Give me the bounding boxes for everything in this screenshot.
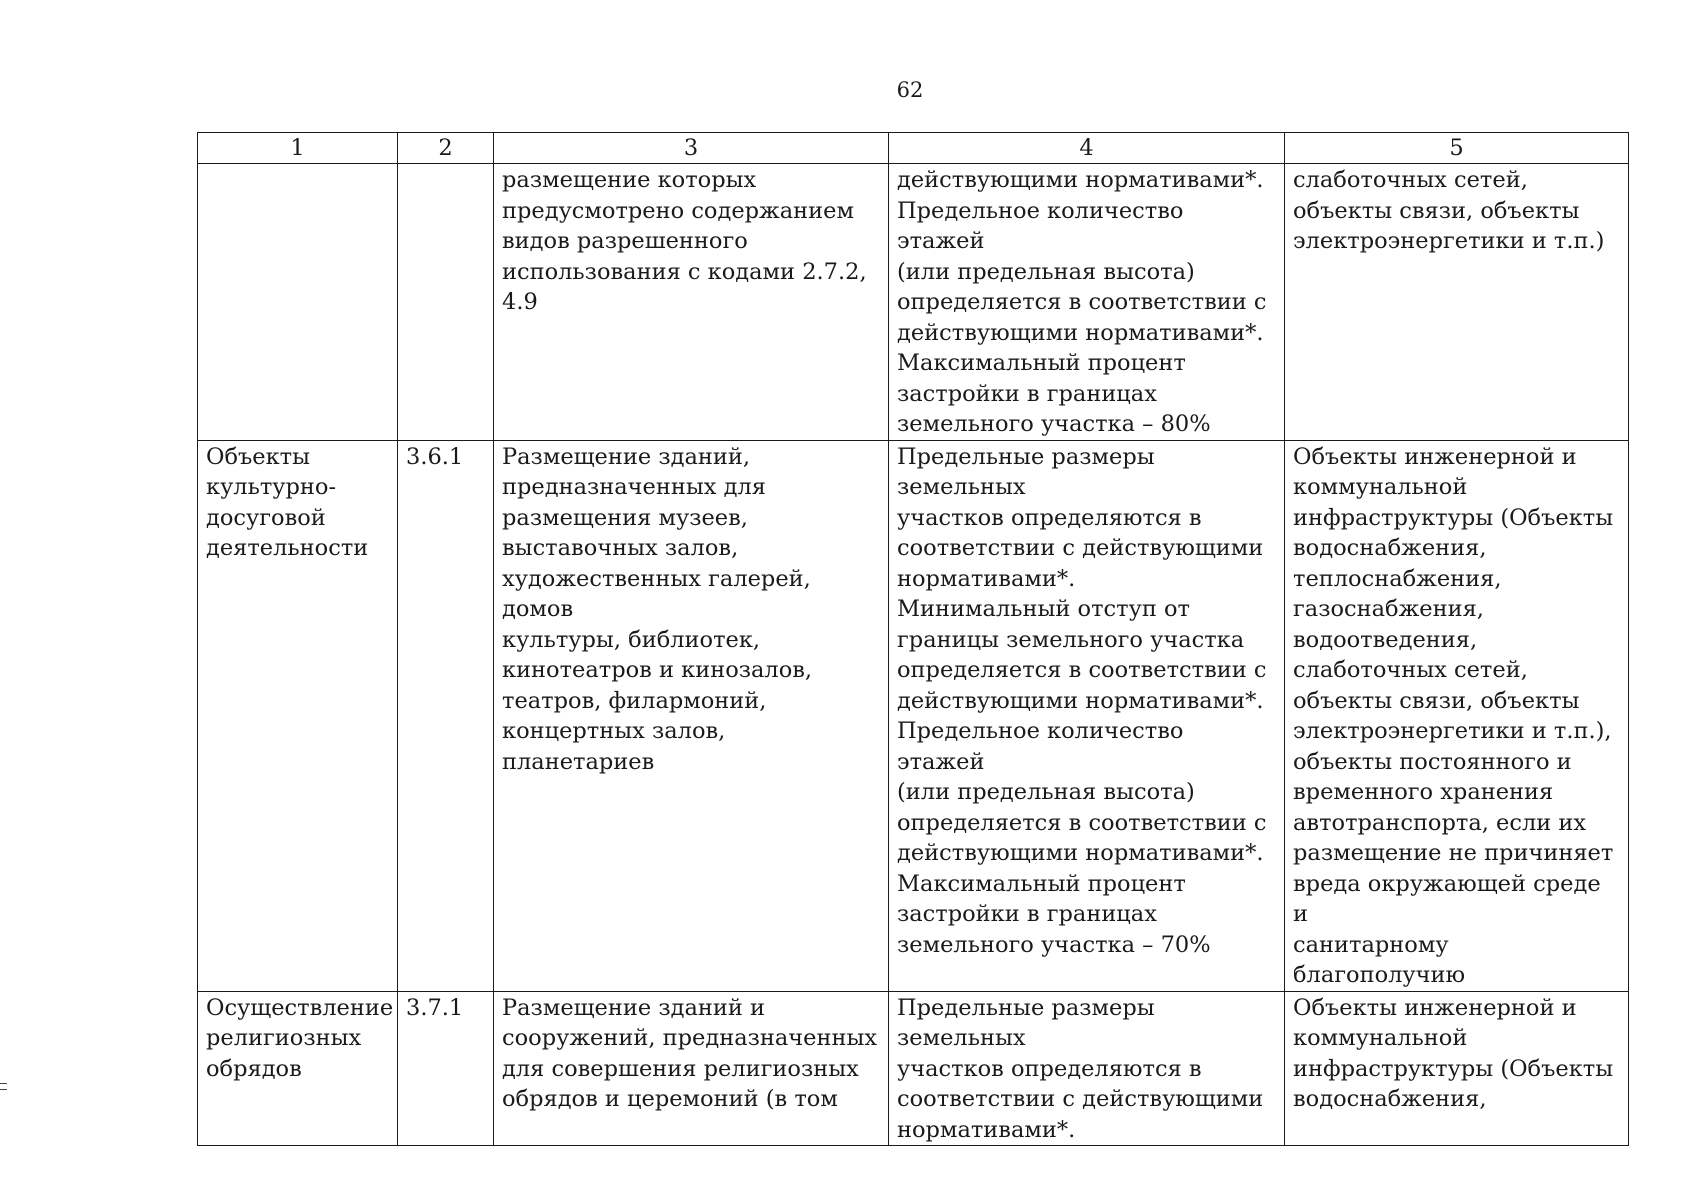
cell-parameters: Предельные размеры земельных участков определяются в соответствии с действующими нормативами*. Минимальный отступ от границы земельного участка определяется в соответствии с действующими нормативами*. Предельное количество этажей (или предельная высота) определяется в соответствии с действующими нормативами*. Максимальный процент застройки в границах земельного участка – 70%: [889, 440, 1285, 991]
column-header-4: 4: [889, 133, 1285, 164]
table-row: [198, 164, 1629, 441]
cell-use-description: размещение которых предусмотрено содержанием видов разрешенного использования с кодами 2.7.2, 4.9: [494, 164, 889, 441]
cell-parameters: Предельные размеры земельных участков определяются в соответствии с действующими нормативами*.: [889, 991, 1285, 1146]
cell-auxiliary-objects: слаботочных сетей, объекты связи, объекты электроэнергетики и т.п.): [1285, 164, 1629, 441]
cell-use-description: Размещение зданий и сооружений, предназначенных для совершения религиозных обрядов и церемоний (в том: [494, 991, 889, 1146]
column-header-5: 5: [1285, 133, 1629, 164]
cell-use-name: Объекты культурно- досуговой деятельности: [198, 440, 398, 991]
cell-use-code: 3.7.1: [398, 991, 494, 1146]
column-header-1: 1: [198, 133, 398, 164]
cell-auxiliary-objects: Объекты инженерной и коммунальной инфраструктуры (Объекты водоснабжения, теплоснабжения, газоснабжения, водоотведения, слаботочных сетей, объекты связи, объекты электроэнергетики и т.п.), объекты постоянного и временного хранения автотранспорта, если их размещение не причиняет вреда окружающей среде и санитарному благополучию: [1285, 440, 1629, 991]
column-header-2: 2: [398, 133, 494, 164]
cell-use-name: [198, 164, 398, 441]
scan-artifact-mark: [0, 1083, 7, 1090]
cell-use-code: 3.6.1: [398, 440, 494, 991]
cell-use-name: Осуществление религиозных обрядов: [198, 991, 398, 1146]
table-header-row: [198, 133, 1629, 164]
cell-auxiliary-objects: Объекты инженерной и коммунальной инфраструктуры (Объекты водоснабжения,: [1285, 991, 1629, 1146]
cell-use-code: [398, 164, 494, 441]
cell-parameters: действующими нормативами*. Предельное количество этажей (или предельная высота) определяется в соответствии с действующими нормативами*. Максимальный процент застройки в границах земельного участка – 80%: [889, 164, 1285, 441]
regulations-table: [197, 132, 1629, 1146]
cell-use-description: Размещение зданий, предназначенных для размещения музеев, выставочных залов, художественных галерей, домов культуры, библиотек, кинотеатров и кинозалов, театров, филармоний, концертных залов, планетариев: [494, 440, 889, 991]
table-row: [198, 991, 1629, 1146]
column-header-3: 3: [494, 133, 889, 164]
table-row: [198, 440, 1629, 991]
page-number: 62: [896, 78, 924, 102]
